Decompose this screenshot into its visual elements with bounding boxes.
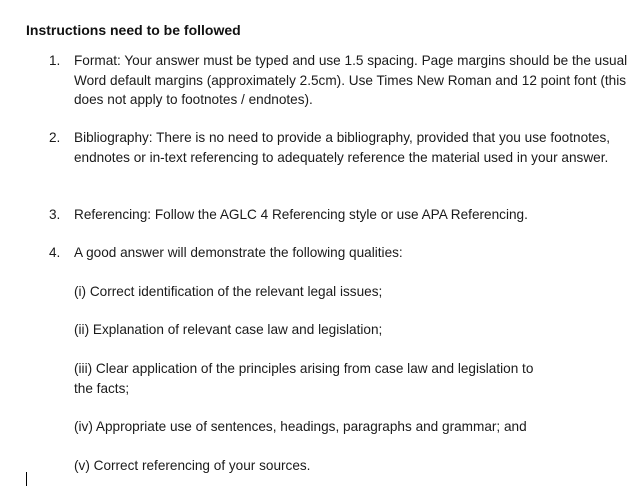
list-item-text: Bibliography: There is no need to provide a bibliography, provided that you use footnotes, endnotes or in-text referencing to adequately reference the material used in your answer. <box>74 130 611 165</box>
quality-item-grammar: (iv) Appropriate use of sentences, headings, paragraphs and grammar; and <box>74 419 527 434</box>
quality-item-referencing: (v) Correct referencing of your sources. <box>74 458 311 473</box>
list-item-text: A good answer will demonstrate the following qualities: <box>74 245 403 260</box>
quality-item-issues: (i) Correct identification of the relevant legal issues; <box>74 284 383 299</box>
list-number: 1. <box>49 53 61 68</box>
document-heading: Instructions need to be followed <box>26 22 241 38</box>
list-number: 4. <box>49 245 61 260</box>
list-item-qualities <box>49 243 634 263</box>
text-cursor <box>26 472 27 486</box>
list-item-bibliography <box>49 128 634 167</box>
list-number: 3. <box>49 207 61 222</box>
list-item-referencing <box>49 205 634 225</box>
list-item-text: Format: Your answer must be typed and use 1.5 spacing. Page margins should be the usual Word default margins (approximately 2.5cm). Use Times New Roman and 12 point font (this does not apply to footnotes / endnotes). <box>74 53 628 107</box>
list-item-text: Referencing: Follow the AGLC 4 Referencing style or use APA Referencing. <box>74 207 528 222</box>
list-item-format <box>49 51 634 110</box>
list-number: 2. <box>49 130 61 145</box>
quality-item-explanation: (ii) Explanation of relevant case law and legislation; <box>74 322 383 337</box>
quality-item-application: (iii) Clear application of the principles arising from case law and legislation to the facts; <box>74 361 534 396</box>
